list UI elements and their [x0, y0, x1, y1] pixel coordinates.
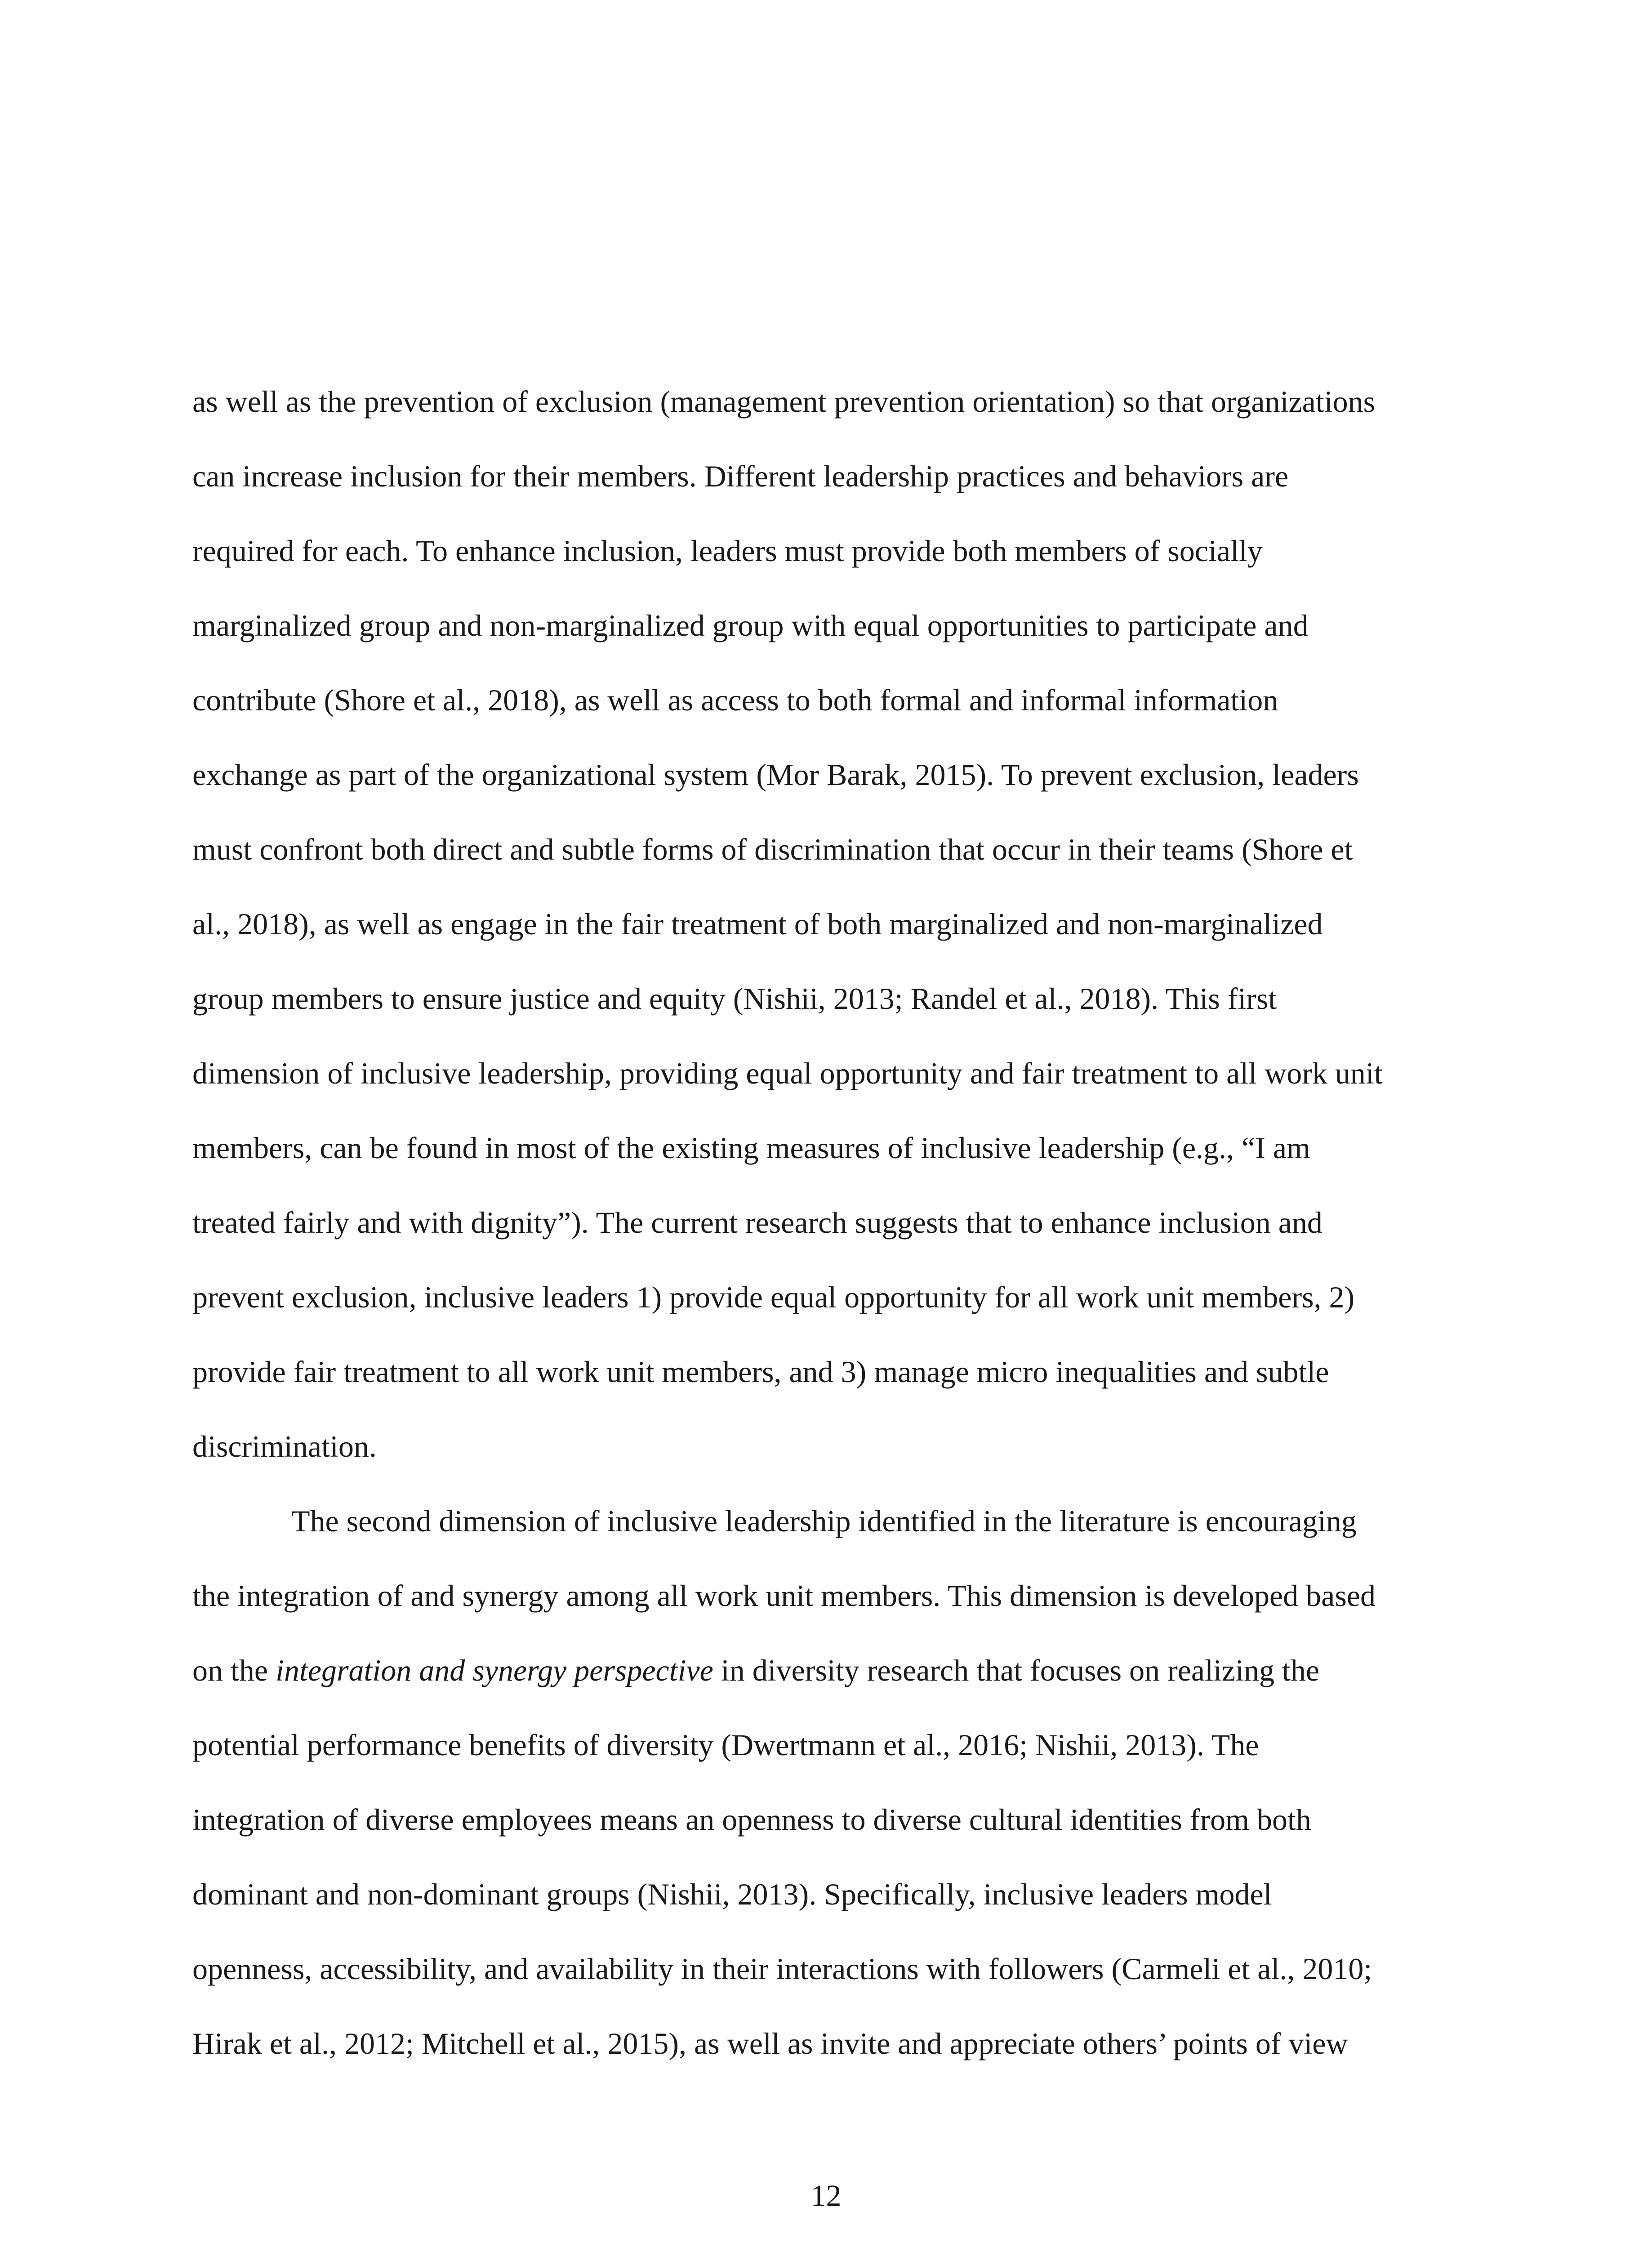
text-line: Hirak et al., 2012; Mitchell et al., 2015), as well as invite and appreciate others’ points of view: [192, 2026, 1348, 2061]
text-line: discrimination.: [192, 1429, 377, 1463]
text-line: marginalized group and non-marginalized group with equal opportunities to participate and: [192, 608, 1309, 642]
italic-term: integration and synergy perspective: [276, 1653, 713, 1687]
text-segment: in diversity research that focuses on realizing the: [713, 1653, 1320, 1687]
text-line: as well as the prevention of exclusion (management prevention orientation) so that organizations: [192, 384, 1376, 419]
text-line: provide fair treatment to all work unit members, and 3) manage micro inequalities and subtle: [192, 1355, 1329, 1389]
text-line: must confront both direct and subtle forms of discrimination that occur in their teams (Shore et: [192, 832, 1353, 866]
text-line: required for each. To enhance inclusion, leaders must provide both members of socially: [192, 534, 1263, 568]
text-line: group members to ensure justice and equity (Nishii, 2013; Randel et al., 2018). This first: [192, 981, 1277, 1016]
text-line: potential performance benefits of diversity (Dwertmann et al., 2016; Nishii, 2013). The: [192, 1728, 1259, 1762]
page-number: 12: [810, 2178, 842, 2212]
text-line: treated fairly and with dignity”). The current research suggests that to enhance inclusion and: [192, 1205, 1322, 1240]
text-line: the integration of and synergy among all work unit members. This dimension is developed based: [192, 1579, 1376, 1613]
text-line: exchange as part of the organizational system (Mor Barak, 2015). To prevent exclusion, leaders: [192, 758, 1359, 792]
text-line: dimension of inclusive leadership, providing equal opportunity and fair treatment to all work unit: [192, 1056, 1383, 1090]
body-text: [192, 364, 1460, 2081]
text-line: contribute (Shore et al., 2018), as well as access to both formal and informal information: [192, 683, 1278, 717]
text-line: can increase inclusion for their members. Different leadership practices and behaviors are: [192, 459, 1289, 493]
text-line: integration of diverse employees means an openness to diverse cultural identities from both: [192, 1802, 1311, 1837]
text-line: al., 2018), as well as engage in the fair treatment of both marginalized and non-marginalized: [192, 907, 1323, 941]
text-line: prevent exclusion, inclusive leaders 1) provide equal opportunity for all work unit members, 2): [192, 1280, 1355, 1314]
text-line-with-emphasis: [192, 1633, 1460, 1708]
text-segment: on the: [192, 1653, 276, 1687]
text-line: openness, accessibility, and availability in their interactions with followers (Carmeli et al., 2010;: [192, 1952, 1372, 1986]
paragraph-first-line: The second dimension of inclusive leadership identified in the literature is encouraging: [291, 1504, 1357, 1538]
text-line: dominant and non-dominant groups (Nishii, 2013). Specifically, inclusive leaders model: [192, 1877, 1272, 1911]
text-line: members, can be found in most of the existing measures of inclusive leadership (e.g., “I am: [192, 1131, 1310, 1165]
